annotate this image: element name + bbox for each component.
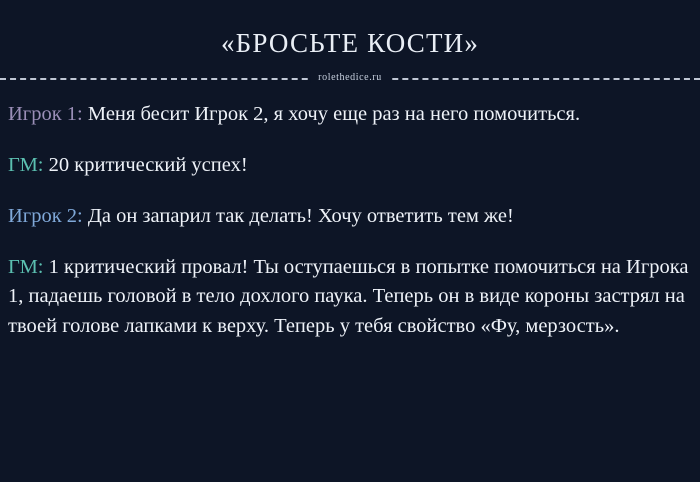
speaker-label: Игрок 1: — [8, 103, 83, 125]
speaker-label: ГМ: — [8, 154, 44, 177]
speaker-label: ГМ: — [8, 256, 44, 279]
dialogue-line — [8, 100, 692, 129]
dialogue-text: 20 критический успех! — [43, 154, 248, 177]
dialogue-text: Меня бесит Игрок 2, я хочу еще раз на него помочиться. — [82, 103, 581, 125]
dialogue-line — [8, 253, 692, 340]
dialogue-text: Да он запарил так делать! Хочу ответить тем же! — [82, 205, 514, 228]
page-title: «БРОСЬТЕ КОСТИ» — [220, 28, 480, 58]
speaker-label: Игрок 2: — [8, 205, 83, 228]
dialogue-text: 1 критический провал! Ты оступаешься в попытке помочиться на Игрока 1, падаешь головой в тело дохлого паука. Теперь он в виде короны застрял на твоей голове лапками к верху. Теперь у тебя свойство «Фу, мерзость». — [8, 256, 689, 337]
dialogue-line — [8, 151, 692, 180]
divider — [0, 72, 700, 90]
dialogue-line — [8, 202, 692, 231]
watermark-label: rolethedice.ru — [310, 72, 390, 83]
dialogue-list — [0, 90, 700, 341]
